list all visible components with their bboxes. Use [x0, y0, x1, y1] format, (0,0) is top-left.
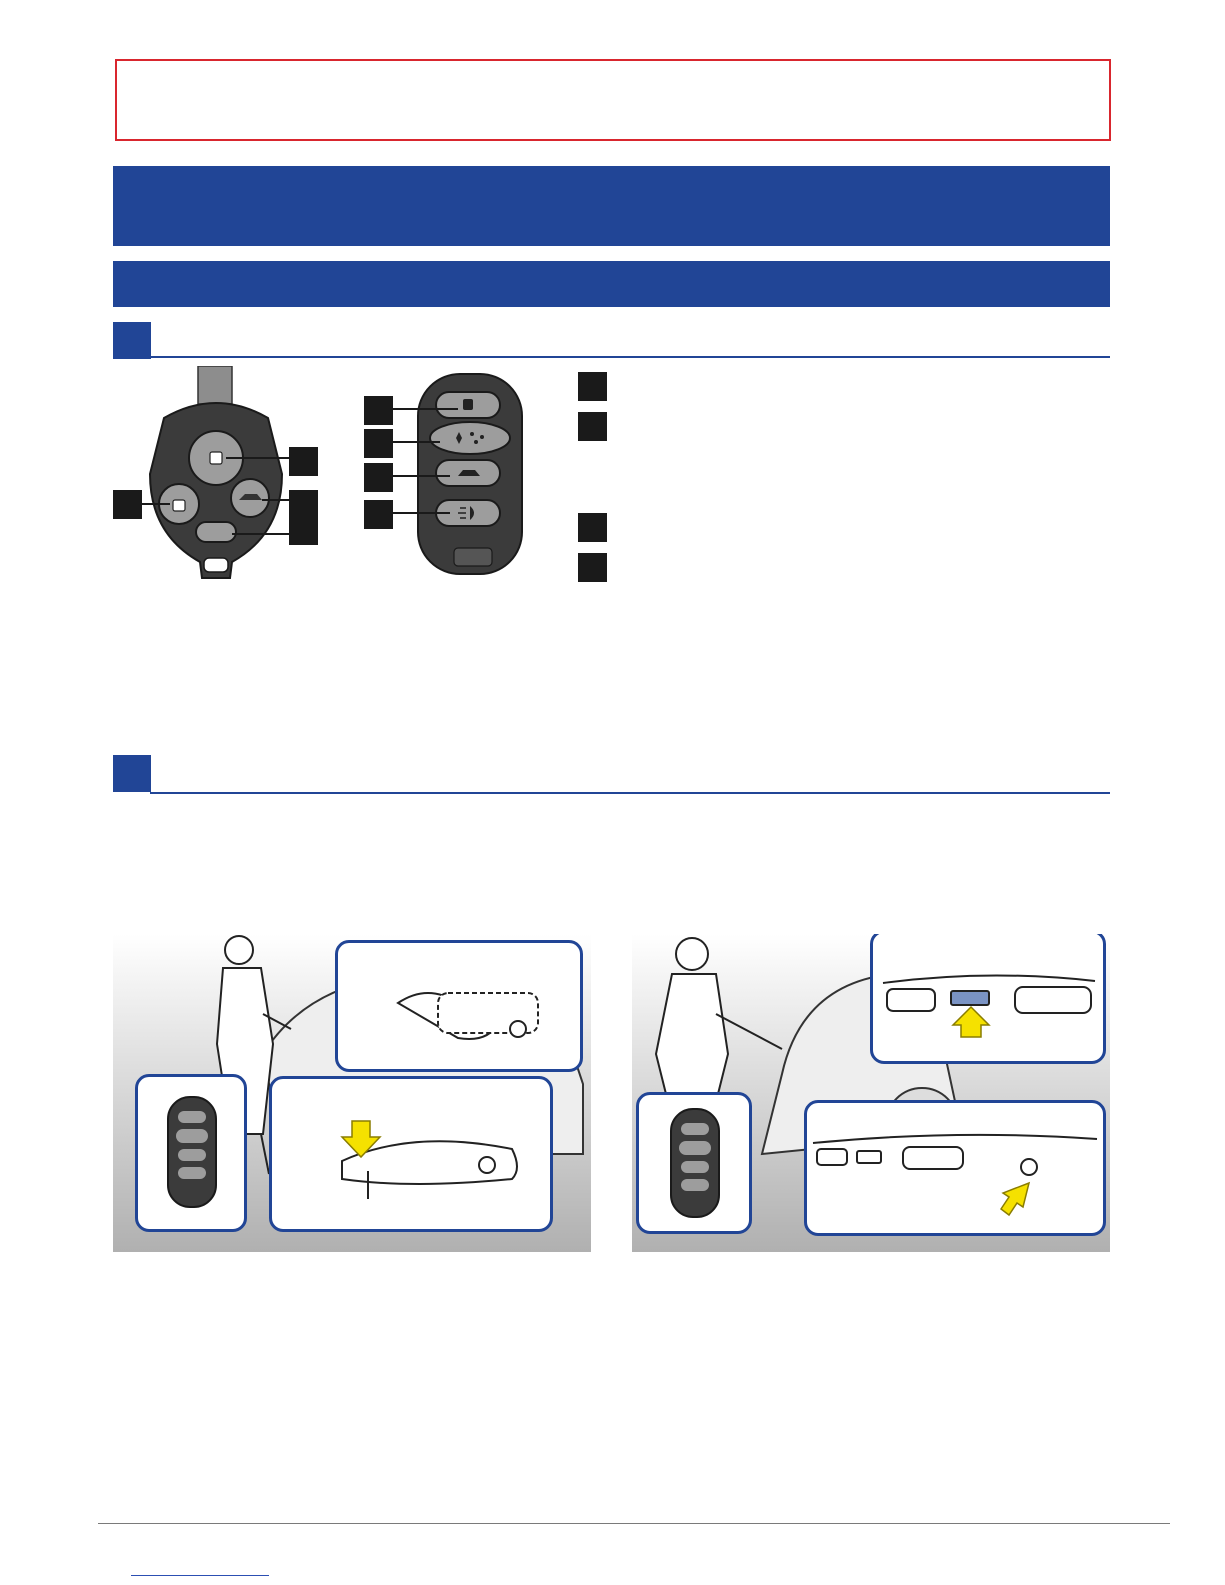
panic-button: [196, 522, 236, 542]
footer-rule: [98, 1523, 1170, 1524]
subsection-rule-1: [150, 356, 1110, 358]
legend-marker-4: [578, 553, 607, 582]
section-banner: [113, 261, 1110, 307]
subsection-rule-2: [150, 792, 1110, 794]
subaru-stars-icon: [430, 422, 510, 454]
callout-fob-lights: [364, 500, 393, 529]
callout-fob-trunk: [364, 463, 393, 492]
tailgate-unlock-illustration: [632, 934, 1110, 1252]
legend-marker-1: [578, 372, 607, 401]
zoom-tailgate-button-callout: [870, 934, 1106, 1064]
callout-key-lock: [289, 447, 318, 476]
callout-key-panic: [289, 516, 318, 545]
legend-marker-2: [578, 412, 607, 441]
press-arrow-icon: [953, 1007, 989, 1037]
notice-box: [115, 59, 1111, 141]
door-unlock-illustration: [113, 934, 591, 1252]
callout-key-unlock: [113, 490, 142, 519]
footer-link-underline[interactable]: [131, 1575, 269, 1576]
zoom-hand-callout: [335, 940, 583, 1072]
zoom-fob-callout-2: [636, 1092, 752, 1234]
callout-fob-lock: [364, 396, 393, 425]
subsection-marker-1: [113, 322, 151, 359]
zoom-fob-callout: [135, 1074, 247, 1232]
zoom-tailgate-lower-callout: [804, 1100, 1106, 1236]
callout-key-trunk: [289, 490, 318, 519]
subsection-marker-2: [113, 755, 151, 792]
legend-marker-3: [578, 513, 607, 542]
title-banner: [113, 166, 1110, 246]
zoom-handle-callout: [269, 1076, 553, 1232]
press-arrow-icon: [1001, 1183, 1029, 1215]
callout-fob-stars: [364, 429, 393, 458]
